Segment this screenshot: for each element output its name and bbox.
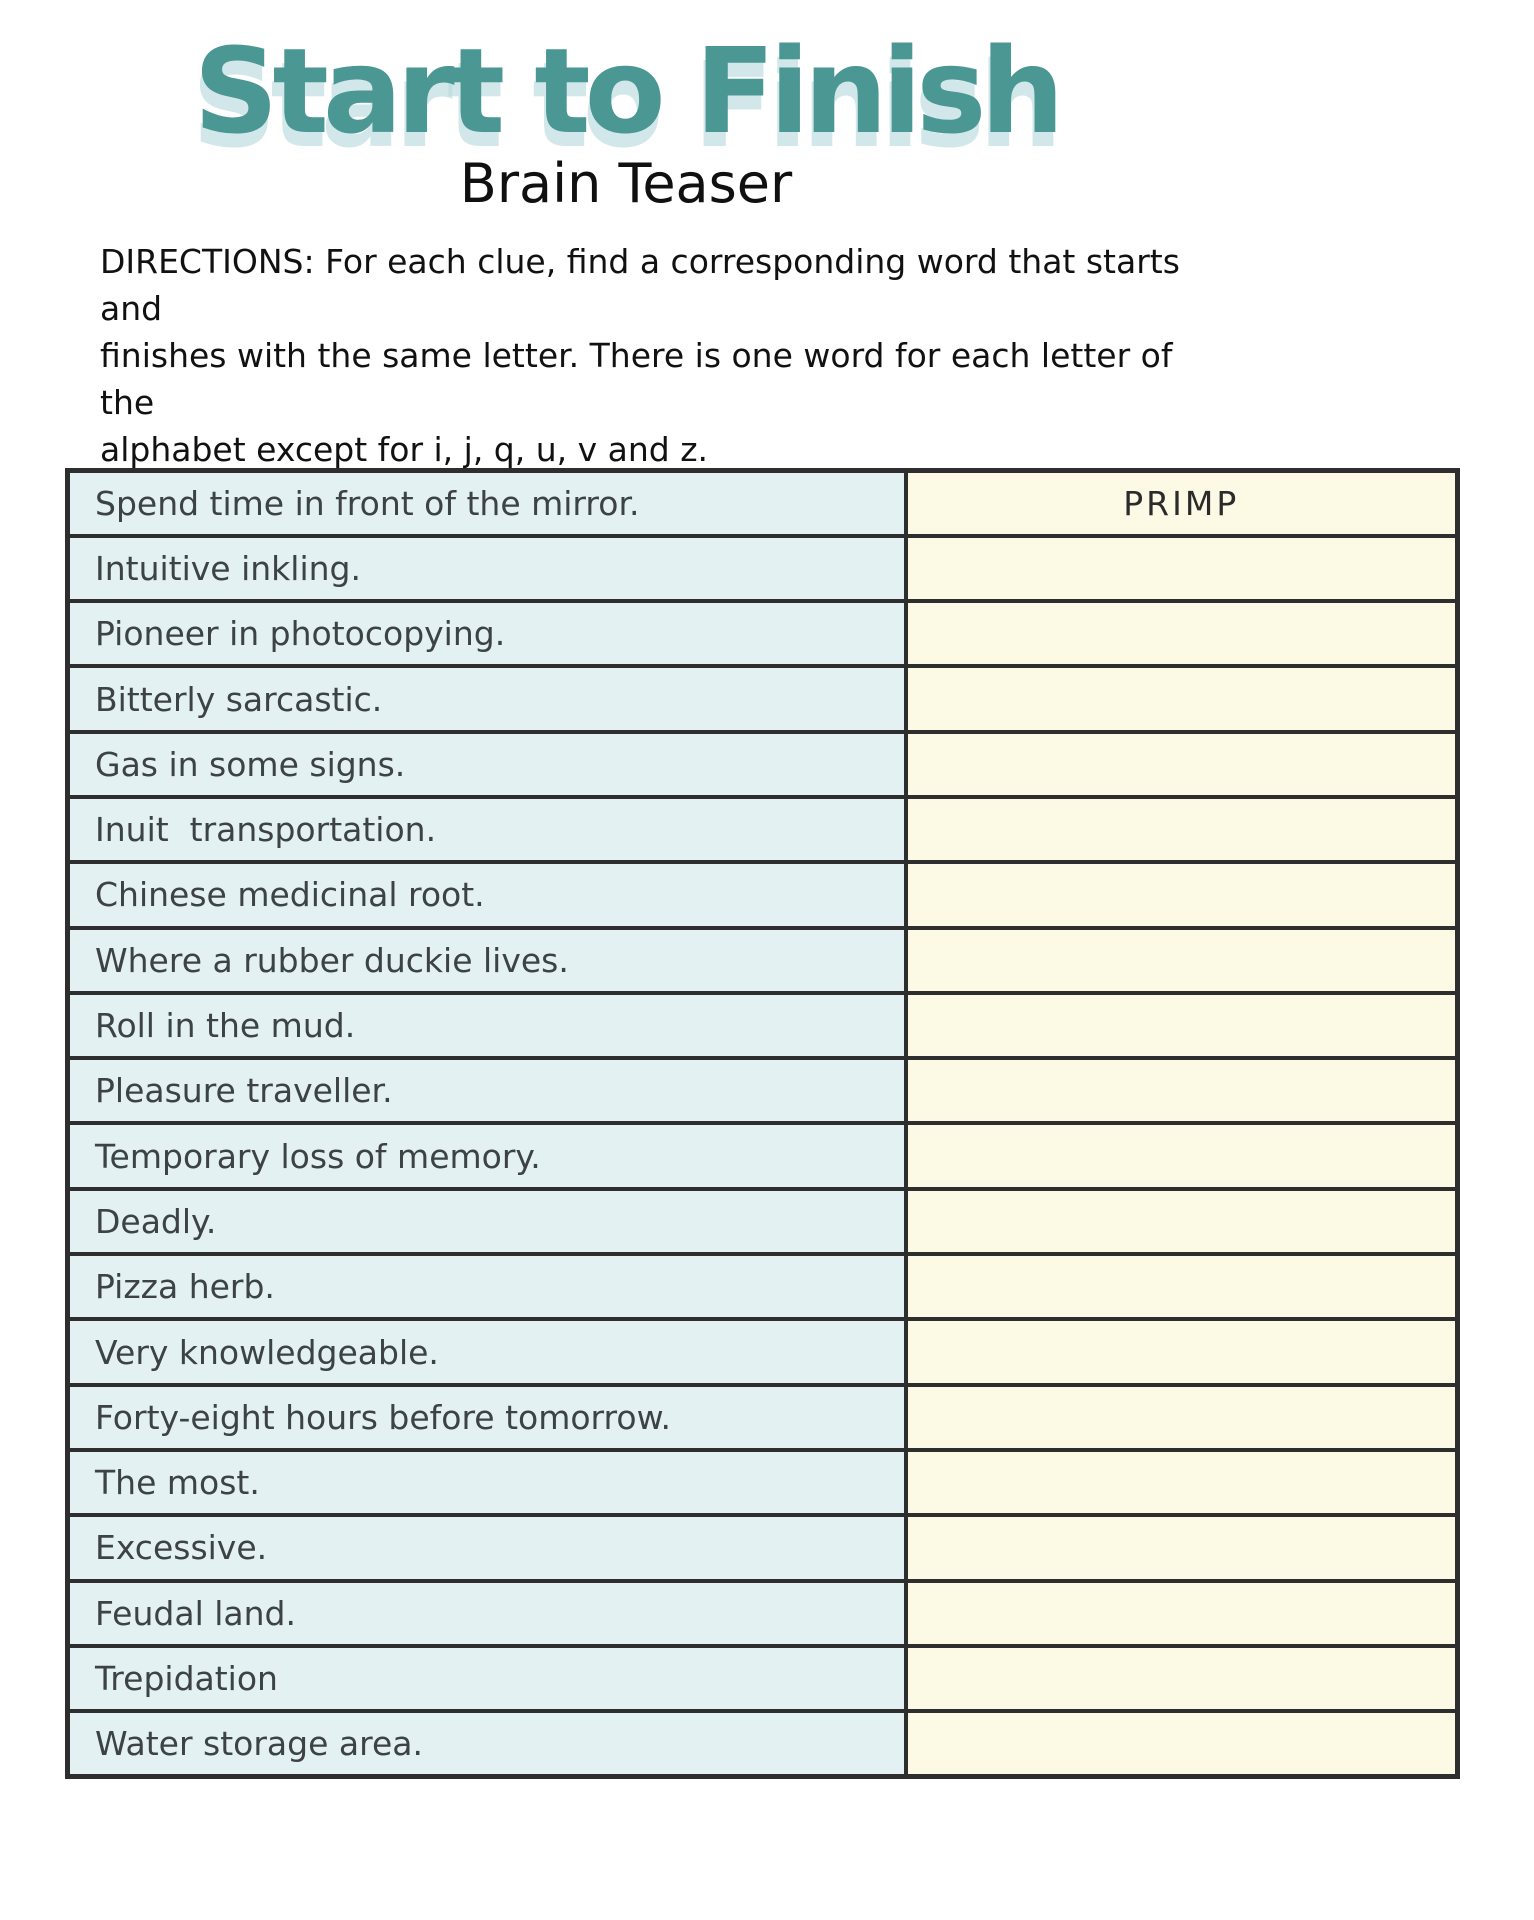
clue-text: Water storage area. xyxy=(95,1724,423,1764)
answer-text: PRIMP xyxy=(1123,483,1240,523)
table-row xyxy=(68,1711,1458,1776)
clue-text: Trepidation xyxy=(95,1658,278,1698)
table-row xyxy=(68,666,1458,731)
answer-cell[interactable] xyxy=(906,732,1458,797)
table-row xyxy=(68,471,1458,536)
answer-cell[interactable] xyxy=(906,928,1458,993)
table-row xyxy=(68,536,1458,601)
clue-cell xyxy=(68,928,906,993)
answer-cell[interactable] xyxy=(906,1123,1458,1188)
answer-cell[interactable] xyxy=(906,1189,1458,1254)
clue-cell xyxy=(68,1385,906,1450)
clue-cell xyxy=(68,471,906,536)
table-row xyxy=(68,1646,1458,1711)
answer-cell[interactable] xyxy=(906,1319,1458,1384)
clue-text: The most. xyxy=(95,1463,260,1503)
clue-table-body xyxy=(68,471,1458,1777)
clue-cell xyxy=(68,993,906,1058)
table-row xyxy=(68,1385,1458,1450)
answer-cell[interactable] xyxy=(906,993,1458,1058)
page-title: Start to Finish xyxy=(193,22,1059,160)
answer-cell[interactable] xyxy=(906,1711,1458,1776)
clue-cell xyxy=(68,1123,906,1188)
answer-cell[interactable] xyxy=(906,1254,1458,1319)
clue-text: Gas in some signs. xyxy=(95,744,406,784)
clue-text: Spend time in front of the mirror. xyxy=(95,483,640,523)
answer-cell[interactable] xyxy=(906,601,1458,666)
answer-cell[interactable] xyxy=(906,1058,1458,1123)
answer-cell[interactable] xyxy=(906,666,1458,731)
answer-cell[interactable] xyxy=(906,471,1458,536)
table-row xyxy=(68,993,1458,1058)
table-row xyxy=(68,862,1458,927)
table-row xyxy=(68,1515,1458,1580)
directions-line-3: alphabet except for i, j, q, u, v and z. xyxy=(100,430,709,469)
clue-cell xyxy=(68,1319,906,1384)
clue-text: Deadly. xyxy=(95,1201,217,1241)
clue-text: Where a rubber duckie lives. xyxy=(95,940,569,980)
answer-cell[interactable] xyxy=(906,1515,1458,1580)
clue-text: Temporary loss of memory. xyxy=(95,1136,541,1176)
clue-text: Chinese medicinal root. xyxy=(95,875,485,915)
answer-cell[interactable] xyxy=(906,536,1458,601)
table-row xyxy=(68,1058,1458,1123)
table-row xyxy=(68,1450,1458,1515)
answer-cell[interactable] xyxy=(906,1646,1458,1711)
clue-text: Feudal land. xyxy=(95,1593,296,1633)
answer-cell[interactable] xyxy=(906,1581,1458,1646)
table-row xyxy=(68,732,1458,797)
table-row xyxy=(68,1123,1458,1188)
clue-text: Pioneer in photocopying. xyxy=(95,614,506,654)
clue-cell xyxy=(68,1711,906,1776)
directions-paragraph xyxy=(100,238,1210,473)
table-row xyxy=(68,1189,1458,1254)
clue-cell xyxy=(68,1646,906,1711)
table-row xyxy=(68,797,1458,862)
clue-cell xyxy=(68,1581,906,1646)
clue-text: Bitterly sarcastic. xyxy=(95,679,383,719)
page-subtitle: Brain Teaser xyxy=(459,152,793,215)
clue-text: Excessive. xyxy=(95,1528,268,1568)
clue-text: Intuitive inkling. xyxy=(95,548,361,588)
clue-cell xyxy=(68,732,906,797)
clue-text: Pizza herb. xyxy=(95,1267,275,1307)
clue-cell xyxy=(68,536,906,601)
clue-cell xyxy=(68,1515,906,1580)
clue-text: Very knowledgeable. xyxy=(95,1332,439,1372)
clue-cell xyxy=(68,1254,906,1319)
clue-cell xyxy=(68,1058,906,1123)
answer-cell[interactable] xyxy=(906,797,1458,862)
clue-cell xyxy=(68,1189,906,1254)
clue-answer-table xyxy=(65,468,1460,1779)
table-row xyxy=(68,1254,1458,1319)
directions-line-1: DIRECTIONS: For each clue, find a corresponding word that starts and xyxy=(100,242,1180,328)
clue-text: Forty-eight hours before tomorrow. xyxy=(95,1397,672,1437)
answer-cell[interactable] xyxy=(906,1450,1458,1515)
table-row xyxy=(68,928,1458,993)
clue-cell xyxy=(68,797,906,862)
table-row xyxy=(68,601,1458,666)
clue-cell xyxy=(68,1450,906,1515)
table-row xyxy=(68,1319,1458,1384)
clue-cell xyxy=(68,666,906,731)
answer-cell[interactable] xyxy=(906,1385,1458,1450)
clue-cell xyxy=(68,862,906,927)
table-row xyxy=(68,1581,1458,1646)
clue-text: Inuit transportation. xyxy=(95,810,437,850)
clue-text: Roll in the mud. xyxy=(95,1006,356,1046)
answer-cell[interactable] xyxy=(906,862,1458,927)
clue-cell xyxy=(68,601,906,666)
clue-text: Pleasure traveller. xyxy=(95,1071,393,1111)
directions-line-2: finishes with the same letter. There is one word for each letter of the xyxy=(100,336,1173,422)
